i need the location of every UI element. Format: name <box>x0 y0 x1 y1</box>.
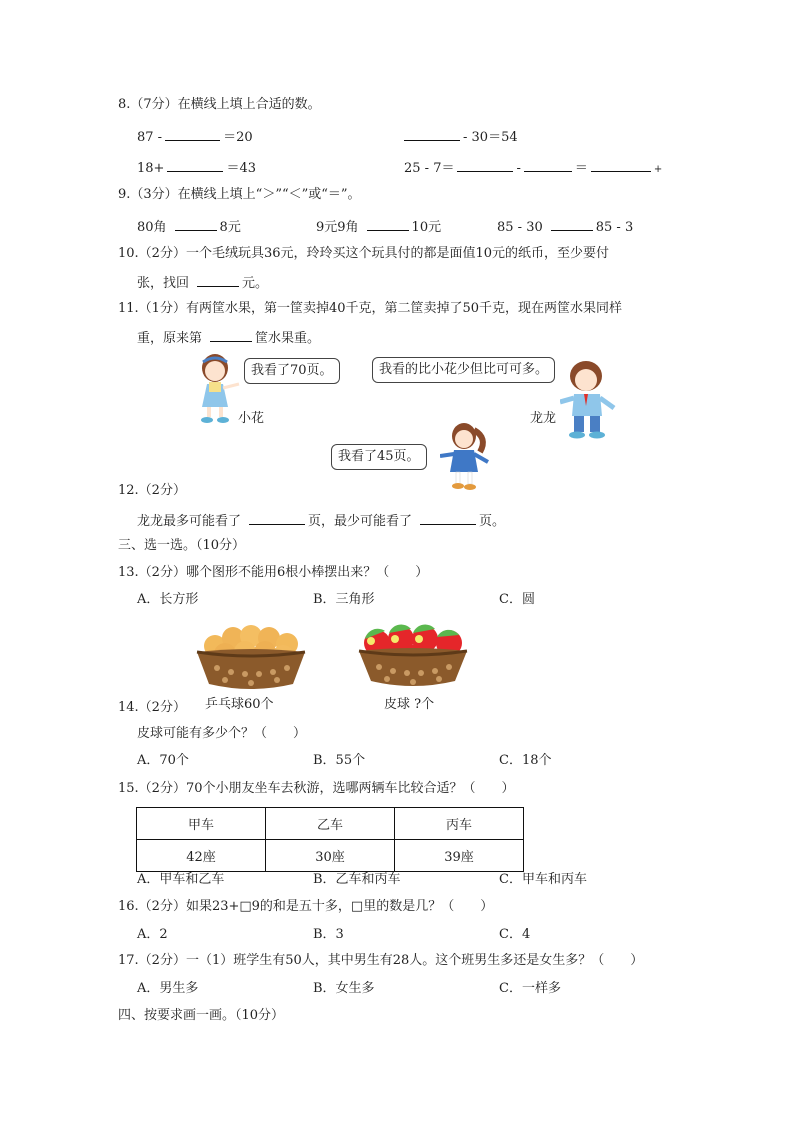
table-cell: 39座 <box>395 840 524 872</box>
q11-pre: 重，原来第 <box>137 331 203 346</box>
longlong-name-label: 龙龙 <box>530 411 557 426</box>
answer-blank[interactable] <box>367 216 409 231</box>
q8-row1-right <box>404 126 518 147</box>
q8-row1-left <box>137 126 253 147</box>
table-header-cell: 甲车 <box>137 808 266 840</box>
q14-question: 皮球可能有多少个？（ ） <box>137 726 307 741</box>
q14-title: 14.（2分） <box>118 700 186 715</box>
q10-line1: 10.（2分）一个毛绒玩具36元，玲玲买这个玩具付的都是面值10元的纸币，至少要付 <box>118 246 610 261</box>
q9-item-left: 85 - 30 <box>497 220 543 235</box>
q9-item-right: 8元 <box>219 220 241 235</box>
q10-pre: 张，找回 <box>137 276 190 291</box>
answer-blank[interactable] <box>551 216 593 231</box>
answer-blank[interactable] <box>197 272 239 287</box>
answer-blank[interactable] <box>210 327 252 342</box>
q16-title: 16.（2分）如果23+□9的和是五十多，□里的数是几？（ ） <box>118 899 494 914</box>
answer-blank[interactable] <box>457 157 513 172</box>
boy-longlong-illustration <box>560 358 618 440</box>
q11-line1: 11.（1分）有两筐水果，第一筐卖掉40千克，第二筐卖掉了50千克，现在两筐水果同样 <box>118 301 623 316</box>
q10-line2 <box>137 272 268 293</box>
q14-option-c[interactable]: C．18个 <box>499 753 552 768</box>
q17-option-a[interactable]: A．男生多 <box>137 981 199 996</box>
q12-mid: 页，最少可能看了 <box>308 514 413 529</box>
q15-title: 15.（2分）70个小朋友坐车去秋游，选哪两辆车比较合适？（ ） <box>118 781 515 796</box>
q15-option-b[interactable]: B．乙车和丙车 <box>313 872 401 887</box>
rubber-ball-label: 皮球 ?个 <box>384 697 435 712</box>
q9-item-left: 9元9角 <box>316 220 359 235</box>
q8-r2b-plus: + <box>653 164 663 175</box>
q15-option-c[interactable]: C．甲车和丙车 <box>499 872 587 887</box>
q17-option-c[interactable]: C．一样多 <box>499 981 561 996</box>
table-header-cell: 乙车 <box>266 808 395 840</box>
section-4-title: 四、按要求画一画。（10分） <box>118 1008 285 1023</box>
q8-r2b-eq: ＝ <box>574 161 588 176</box>
q14-option-a[interactable]: A．70个 <box>137 753 189 768</box>
table-row <box>137 840 524 872</box>
q16-option-a[interactable]: A．2 <box>137 927 168 942</box>
answer-blank[interactable] <box>420 510 476 525</box>
speech-bubble-xiaohua: 我看了70页。 <box>244 358 340 384</box>
table-header-row <box>137 808 524 840</box>
speech-bubble-keke: 我看了45页。 <box>331 444 427 470</box>
q15-option-a[interactable]: A．甲车和乙车 <box>137 872 225 887</box>
table-header-cell: 丙车 <box>395 808 524 840</box>
q9-title: 9.（3分）在横线上填上“＞”“＜”或“＝”。 <box>118 187 361 202</box>
answer-blank[interactable] <box>524 157 572 172</box>
q9-item-3 <box>497 216 633 237</box>
q8-r2a-pre: 18+ <box>137 161 165 176</box>
q8-r2b-minus: - <box>516 161 521 176</box>
q14-option-b[interactable]: B．55个 <box>313 753 366 768</box>
q12-post: 页。 <box>479 514 506 529</box>
q8-r1b-post: - 30＝54 <box>463 130 518 145</box>
q13-title: 13.（2分）哪个图形不能用6根小棒摆出来？（ ） <box>118 565 429 580</box>
q11-line2 <box>137 327 320 348</box>
rubber-ball-basket-image <box>355 615 471 689</box>
q8-title: 8.（7分）在横线上填上合适的数。 <box>118 97 321 112</box>
q8-r1a-post: ＝20 <box>223 130 253 145</box>
q12-title: 12.（2分） <box>118 483 186 498</box>
q13-option-b[interactable]: B．三角形 <box>313 592 375 607</box>
girl-keke-illustration <box>440 420 495 492</box>
car-seats-table <box>136 807 524 872</box>
q8-r2a-post: ＝43 <box>226 161 256 176</box>
answer-blank[interactable] <box>167 157 223 172</box>
q16-option-b[interactable]: B．3 <box>313 927 344 942</box>
q10-post: 元。 <box>242 276 269 291</box>
ping-pong-basket-image <box>193 618 309 692</box>
xiaohua-name-label: 小花 <box>238 411 265 426</box>
girl-xiaohua-illustration <box>195 352 240 427</box>
answer-blank[interactable] <box>591 157 651 172</box>
answer-blank[interactable] <box>404 126 460 141</box>
answer-blank[interactable] <box>175 216 217 231</box>
q12-pre: 龙龙最多可能看了 <box>137 514 242 529</box>
speech-bubble-longlong: 我看的比小花少但比可可多。 <box>372 357 555 383</box>
table-cell: 30座 <box>266 840 395 872</box>
q8-row2-right <box>404 157 662 179</box>
ping-pong-label: 乒乓球60个 <box>205 697 274 712</box>
q12-body <box>137 510 505 531</box>
section-3-title: 三、选一选。（10分） <box>118 538 246 553</box>
q9-item-left: 80角 <box>137 220 167 235</box>
answer-blank[interactable] <box>165 126 220 141</box>
q8-r1a-pre: 87 - <box>137 130 163 145</box>
q9-item-2 <box>316 216 441 237</box>
q9-item-right: 10元 <box>411 220 442 235</box>
q13-option-a[interactable]: A．长方形 <box>137 592 199 607</box>
q13-option-c[interactable]: C．圆 <box>499 592 535 607</box>
q17-title: 17.（2分）一（1）班学生有50人，其中男生有28人。这个班男生多还是女生多？（ ） <box>118 953 644 968</box>
q8-r2b-pre: 25 - 7＝ <box>404 161 455 176</box>
answer-blank[interactable] <box>249 510 305 525</box>
q9-item-right: 85 - 3 <box>595 220 634 235</box>
q16-option-c[interactable]: C．4 <box>499 927 531 942</box>
q11-post: 筐水果重。 <box>255 331 321 346</box>
table-cell: 42座 <box>137 840 266 872</box>
q9-item-1 <box>137 216 241 237</box>
q8-row2-left <box>137 157 256 178</box>
q17-option-b[interactable]: B．女生多 <box>313 981 375 996</box>
